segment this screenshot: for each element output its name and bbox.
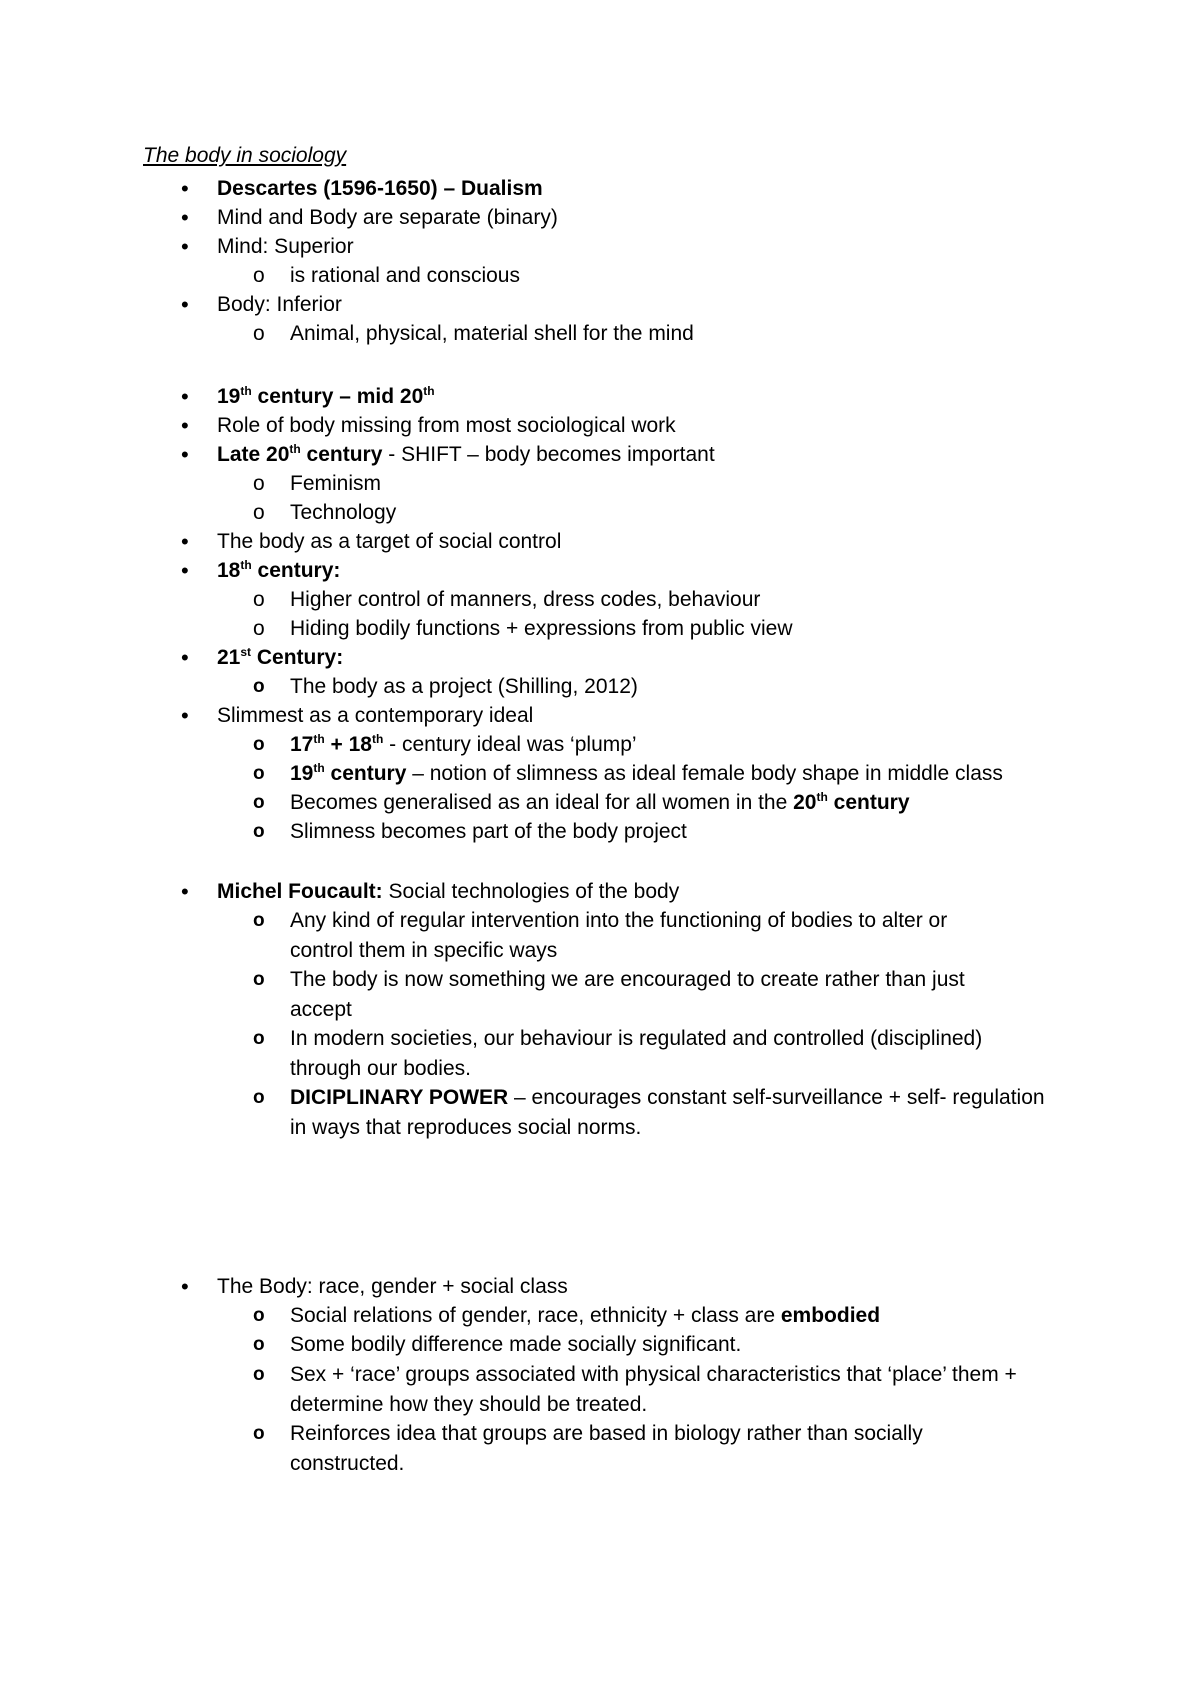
sub-list-item-continuation: in ways that reproduces social norms. <box>290 1116 642 1139</box>
list-item-foucault: Michel Foucault: Social technologies of the body <box>217 880 680 903</box>
bullet-marker: • <box>181 645 189 670</box>
sub-list-item: 17th + 18th - century ideal was ‘plump’ <box>290 732 637 756</box>
sub-list-item: Social relations of gender, race, ethnicity + class are embodied <box>290 1304 881 1327</box>
sub-list-item-continuation: determine how they should be treated. <box>290 1393 648 1416</box>
circle-marker: o <box>253 1364 265 1385</box>
sub-list-item-continuation: through our bodies. <box>290 1057 471 1080</box>
document-title: The body in sociology <box>143 144 347 167</box>
bullet-marker: • <box>181 442 189 467</box>
circle-marker: o <box>253 821 265 842</box>
circle-marker: o <box>253 969 265 990</box>
bullet-marker: • <box>181 879 189 904</box>
list-item-descartes: Descartes (1596-1650) – Dualism <box>217 177 543 200</box>
circle-marker: o <box>253 676 265 697</box>
circle-marker: o <box>253 1087 265 1108</box>
sub-list-item-continuation: accept <box>290 998 352 1021</box>
sub-list-item: Becomes generalised as an ideal for all women in the 20th century <box>290 790 910 814</box>
circle-marker: o <box>253 1423 265 1444</box>
sub-list-item: The body is now something we are encouraged to create rather than just <box>290 968 965 991</box>
sub-list-item-continuation: constructed. <box>290 1452 405 1475</box>
list-item: 18th century: <box>217 558 341 582</box>
sub-list-item: Some bodily difference made socially significant. <box>290 1333 742 1356</box>
list-item: Slimmest as a contemporary ideal <box>217 704 534 727</box>
circle-marker: o <box>253 1334 265 1355</box>
sub-list-item: Slimness becomes part of the body project <box>290 820 687 843</box>
sub-list-item: The body as a project (Shilling, 2012) <box>290 675 638 698</box>
sub-list-item: In modern societies, our behaviour is regulated and controlled (disciplined) <box>290 1027 983 1050</box>
list-item: Mind and Body are separate (binary) <box>217 206 558 229</box>
list-item: 19th century – mid 20th <box>217 384 435 408</box>
bullet-marker: • <box>181 384 189 409</box>
sub-list-item-continuation: control them in specific ways <box>290 939 558 962</box>
circle-marker: o <box>253 910 265 931</box>
list-item: Body: Inferior <box>217 293 342 316</box>
list-item: Late 20th century - SHIFT – body becomes important <box>217 442 715 466</box>
sub-list-item: Technology <box>290 501 397 524</box>
bullet-marker: • <box>181 234 189 259</box>
circle-marker: o <box>253 264 265 287</box>
circle-marker: o <box>253 792 265 813</box>
circle-marker: o <box>253 588 265 611</box>
circle-marker: o <box>253 472 265 495</box>
circle-marker: o <box>253 501 265 524</box>
sub-list-item: Hiding bodily functions + expressions from public view <box>290 617 793 640</box>
list-item: The body as a target of social control <box>217 530 562 553</box>
sub-list-item: Feminism <box>290 472 382 495</box>
sub-list-item: DICIPLINARY POWER – encourages constant self-surveillance + self- regulation <box>290 1086 1045 1109</box>
bullet-marker: • <box>181 529 189 554</box>
bullet-marker: • <box>181 703 189 728</box>
list-item: The Body: race, gender + social class <box>217 1275 568 1298</box>
bullet-marker: • <box>181 176 189 201</box>
sub-list-item: Sex + ‘race’ groups associated with physical characteristics that ‘place’ them + <box>290 1363 1017 1386</box>
circle-marker: o <box>253 1305 265 1326</box>
list-item: 21st Century: <box>217 645 344 669</box>
bullet-marker: • <box>181 413 189 438</box>
list-item: Role of body missing from most sociological work <box>217 414 676 437</box>
circle-marker: o <box>253 734 265 755</box>
sub-list-item: Higher control of manners, dress codes, behaviour <box>290 588 761 611</box>
circle-marker: o <box>253 322 265 345</box>
sub-list-item: 19th century – notion of slimness as ideal female body shape in middle class <box>290 761 1003 785</box>
list-item: Mind: Superior <box>217 235 354 258</box>
sub-list-item: is rational and conscious <box>290 264 520 287</box>
bullet-marker: • <box>181 558 189 583</box>
bullet-marker: • <box>181 1274 189 1299</box>
bullet-marker: • <box>181 292 189 317</box>
circle-marker: o <box>253 1028 265 1049</box>
bullet-marker: • <box>181 205 189 230</box>
sub-list-item: Any kind of regular intervention into the functioning of bodies to alter or <box>290 909 948 932</box>
circle-marker: o <box>253 763 265 784</box>
circle-marker: o <box>253 617 265 640</box>
sub-list-item: Reinforces idea that groups are based in biology rather than socially <box>290 1422 923 1445</box>
sub-list-item: Animal, physical, material shell for the mind <box>290 322 694 345</box>
